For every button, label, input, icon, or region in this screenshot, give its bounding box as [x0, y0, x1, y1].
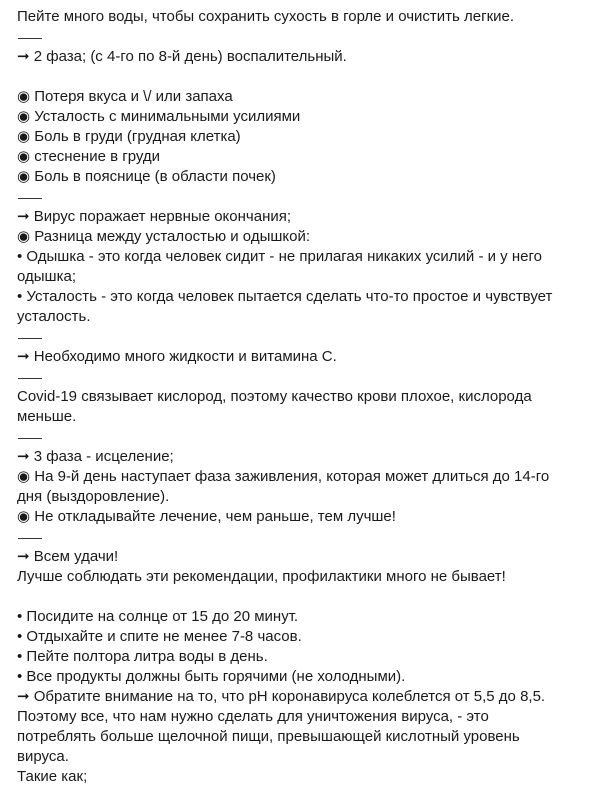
- tip-item: • Посидите на солнце от 15 до 20 минут.: [17, 608, 299, 625]
- text-line: Поэтому все, что нам нужно сделать для уничтожения вируса, - это: [17, 708, 489, 725]
- text-line: ◉ Не откладывайте лечение, чем раньше, тем лучше!: [17, 508, 396, 525]
- text-line: • Одышка - это когда человек сидит - не прилагая никаких усилий - и у него: [17, 248, 542, 265]
- text-line: ➞ Обратите внимание на то, что pH коронавируса колеблется от 5,5 до 8,5.: [17, 688, 546, 705]
- phase-2-heading: ➞ 2 фаза; (с 4-го по 8-й день) воспалительный.: [17, 48, 347, 65]
- text-line: меньше.: [17, 408, 77, 425]
- text-line: потреблять больше щелочной пищи, превышающей кислотный уровень: [17, 728, 520, 745]
- text-line: ◉ Разница между усталостью и одышкой:: [17, 228, 311, 245]
- symptom-item: ◉ Усталость с минимальными усилиями: [17, 108, 301, 125]
- tip-item: • Пейте полтора литра воды в день.: [17, 648, 268, 665]
- symptom-item: ◉ Боль в пояснице (в области почек): [17, 168, 276, 185]
- symptom-item: ◉ Боль в груди (грудная клетка): [17, 128, 241, 145]
- text-line: ➞ Необходимо много жидкости и витамина С.: [17, 348, 337, 365]
- text-line: ➞ Вирус поражает нервные окончания;: [17, 208, 292, 225]
- tip-item: • Отдыхайте и спите не менее 7-8 часов.: [17, 628, 302, 645]
- text-line: ◉ На 9-й день наступает фаза заживления, которая может длиться до 14-го: [17, 468, 550, 485]
- tip-item: • Все продукты должны быть горячими (не холодными).: [17, 668, 406, 685]
- separator: [17, 427, 592, 447]
- text-line: ➞ Всем удачи!: [17, 548, 119, 565]
- text-line: вируса.: [17, 748, 69, 765]
- text-line: Такие как;: [17, 768, 88, 785]
- text-line: одышка;: [17, 268, 76, 285]
- text-line: Лучше соблюдать эти рекомендации, профилактики много не бывает!: [17, 568, 506, 585]
- separator: [17, 27, 592, 47]
- separator: [17, 527, 592, 547]
- text-line: Covid-19 связывает кислород, поэтому качество крови плохое, кислорода: [17, 388, 532, 405]
- symptom-item: ◉ Потеря вкуса и \/ или запаха: [17, 88, 233, 105]
- separator: [17, 187, 592, 207]
- symptom-item: ◉ стеснение в груди: [17, 148, 161, 165]
- separator: [17, 367, 592, 387]
- text-line: • Усталость - это когда человек пытается сделать что-то простое и чувствует: [17, 288, 553, 305]
- text-line: дня (выздоровление).: [17, 488, 170, 505]
- blank-line: [17, 587, 592, 607]
- separator: [17, 327, 592, 347]
- blank-line: [17, 67, 592, 87]
- document-body: [17, 0, 592, 787]
- text-line: Пейте много воды, чтобы сохранить сухость в горле и очистить легкие.: [17, 8, 515, 25]
- text-line: усталость.: [17, 308, 91, 325]
- phase-3-heading: ➞ 3 фаза - исцеление;: [17, 448, 174, 465]
